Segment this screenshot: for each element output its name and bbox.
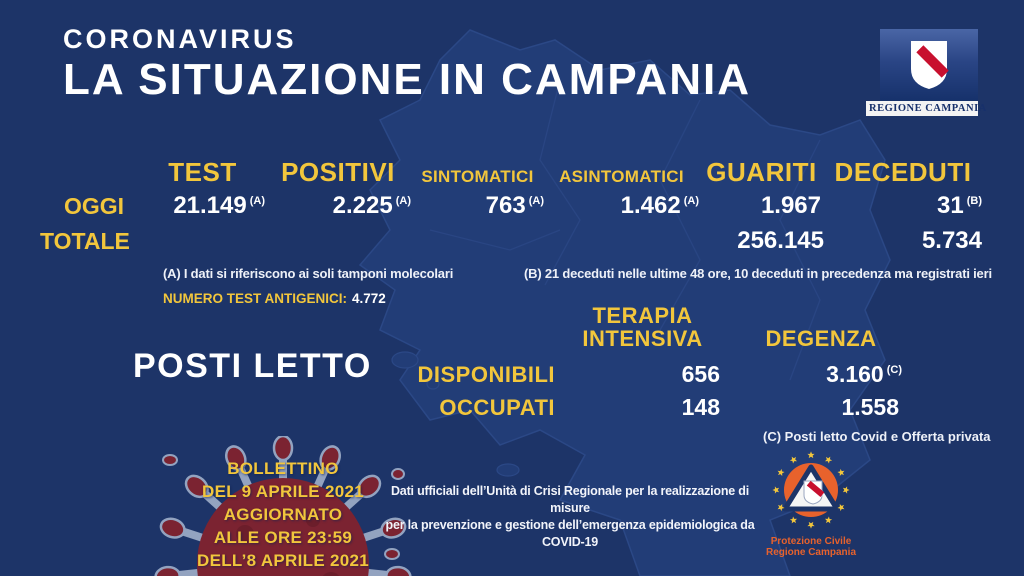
- bulletin-line: ALLE ORE 23:59: [213, 528, 353, 547]
- value-deceduti-totale: 5.734: [921, 227, 982, 254]
- footnote-c: (C) Posti letto Covid e Offerta privata: [763, 429, 991, 444]
- value-deceduti-oggi: 31 $^{(B)}$: [937, 192, 982, 219]
- antigen-tests-value: 4.772: [352, 291, 386, 306]
- col-header-deceduti: DECEDUTI: [834, 157, 972, 187]
- note-marker-a: (A): [528, 195, 544, 207]
- beds-ward-available: 3.160 $^{(C)}$: [826, 361, 902, 387]
- title-line-coronavirus: CORONAVIRUS: [63, 24, 297, 54]
- col-header-test: TEST: [168, 157, 237, 187]
- beds-icu-occupied: 148: [681, 394, 720, 420]
- beds-section-title: POSTI LETTO: [133, 347, 372, 385]
- beds-col-header-degenza: DEGENZA: [765, 326, 877, 352]
- note-marker-b: (B): [966, 195, 982, 207]
- beds-icu-available: 656: [681, 361, 720, 387]
- pc-logo-caption-line-2: Regione Campania: [765, 547, 857, 558]
- campania-shield-icon: [908, 39, 950, 91]
- note-marker-c: (C): [886, 364, 902, 376]
- beds-table: [395, 302, 912, 424]
- bulletin-line: DELL’8 APRILE 2021: [197, 551, 369, 570]
- value-asintomatici-oggi: 1.462 $^{(A)}$: [620, 192, 699, 219]
- disclaimer-line-2: per la prevenzione e gestione dell’emergenza epidemiologica da COVID-19: [385, 518, 755, 549]
- beds-row-label-occupati: OCCUPATI: [439, 394, 555, 420]
- col-header-sintomatici: SINTOMATICI: [421, 167, 534, 186]
- footnote-a: (A) I dati si riferiscono ai soli tamponi molecolari: [163, 266, 454, 281]
- antigen-tests-line: [163, 291, 386, 306]
- bulletin-line: AGGIORNATO: [223, 505, 343, 524]
- col-header-guariti: GUARITI: [706, 157, 817, 187]
- regione-campania-caption: REGIONE CAMPANIA: [866, 101, 978, 116]
- col-header-positivi: POSITIVI: [281, 157, 395, 187]
- disclaimer-line-1: Dati ufficiali dell’Unità di Crisi Regionale per la realizzazione di misure: [390, 484, 749, 515]
- footnote-b: (B) 21 deceduti nelle ultime 48 ore, 10 deceduti in precedenza ma registrati ieri: [524, 266, 992, 281]
- note-marker-a: (A): [249, 195, 265, 207]
- regione-campania-logo: [869, 29, 987, 116]
- pc-logo-caption-line-1: Protezione Civile: [770, 536, 852, 547]
- protezione-civile-emblem-icon: [755, 451, 867, 529]
- bulletin-line: DEL 9 APRILE 2021: [202, 482, 364, 501]
- value-guariti-oggi: 1.967: [760, 192, 821, 219]
- value-positivi-oggi: 2.225 $^{(A)}$: [332, 192, 411, 219]
- value-sintomatici-oggi: 763 $^{(A)}$: [485, 192, 544, 219]
- beds-col-header-icu: TERAPIA INTENSIVA: [582, 302, 703, 352]
- beds-row-label-disponibili: DISPONIBILI: [417, 361, 555, 387]
- value-test-oggi: 21.149 $^{(A)}$: [173, 192, 265, 219]
- bulletin-line: BOLLETTINO: [227, 459, 339, 478]
- beds-ward-occupied: 1.558: [841, 394, 899, 420]
- page-title: [63, 24, 751, 104]
- stats-table: [40, 156, 982, 258]
- regione-campania-shield-box: [880, 29, 978, 101]
- title-line-situazione: LA SITUAZIONE IN CAMPANIA: [63, 55, 751, 104]
- col-header-asintomatici: ASINTOMATICI: [559, 167, 684, 186]
- value-guariti-totale: 256.145: [737, 227, 824, 254]
- row-label-oggi: OGGI: [63, 192, 124, 219]
- note-marker-a: (A): [683, 195, 699, 207]
- note-marker-a: (A): [395, 195, 411, 207]
- row-label-totale: TOTALE: [40, 227, 130, 254]
- antigen-tests-label: NUMERO TEST ANTIGENICI:: [163, 291, 347, 306]
- official-data-disclaimer: [372, 483, 768, 551]
- protezione-civile-logo: [755, 451, 867, 558]
